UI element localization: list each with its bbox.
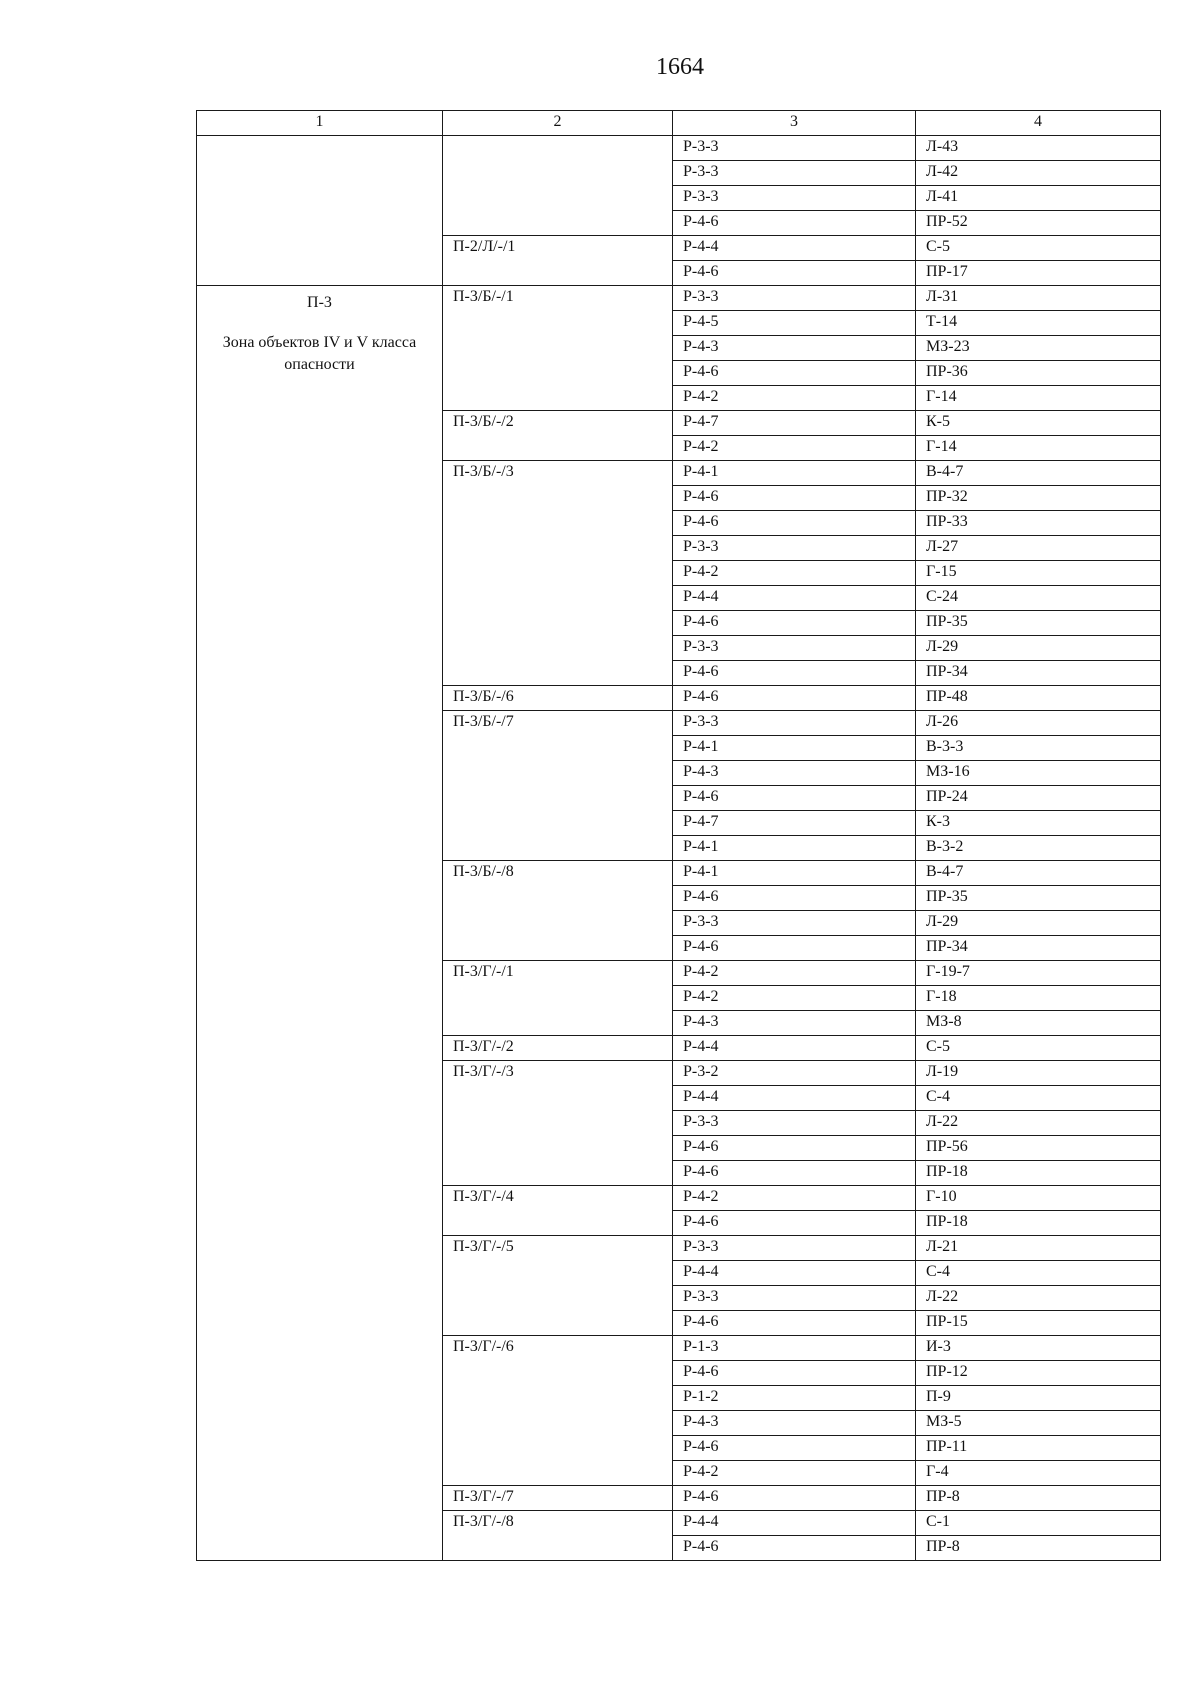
object-code-cell: В-3-2	[916, 836, 1161, 861]
zone-description: Зона объектов IV и V класса опасности	[222, 334, 417, 373]
object-code-cell: К-3	[916, 811, 1161, 836]
regulation-code-cell: Р-4-2	[673, 1186, 916, 1211]
regulation-code-cell: Р-3-3	[673, 286, 916, 311]
object-code-cell: ПР-18	[916, 1211, 1161, 1236]
object-code-cell: Г-15	[916, 561, 1161, 586]
regulation-code-cell: Р-4-2	[673, 386, 916, 411]
object-code-cell: Л-43	[916, 136, 1161, 161]
object-code-cell: С-5	[916, 236, 1161, 261]
object-code-cell: Л-42	[916, 161, 1161, 186]
object-code-cell: ПР-35	[916, 611, 1161, 636]
regulation-code-cell: Р-4-6	[673, 486, 916, 511]
regulation-code-cell: Р-4-6	[673, 1311, 916, 1336]
object-code-cell: ПР-12	[916, 1361, 1161, 1386]
regulation-code-cell: Р-4-6	[673, 361, 916, 386]
regulation-code-cell: Р-4-1	[673, 461, 916, 486]
regulation-code-cell: Р-3-3	[673, 161, 916, 186]
regulation-code-cell: Р-3-3	[673, 186, 916, 211]
regulation-code-cell: Р-4-4	[673, 586, 916, 611]
regulation-code-cell: Р-4-7	[673, 411, 916, 436]
regulation-code-cell: Р-3-3	[673, 911, 916, 936]
zones-table	[196, 110, 1161, 1561]
object-code-cell: Л-22	[916, 1111, 1161, 1136]
table-row	[197, 286, 1161, 311]
object-code-cell: ПР-11	[916, 1436, 1161, 1461]
regulation-code-cell: Р-3-3	[673, 136, 916, 161]
subzone-code-cell: П-3/Б/-/6	[443, 686, 673, 711]
regulation-code-cell: Р-3-3	[673, 711, 916, 736]
subzone-code-cell: П-3/Б/-/7	[443, 711, 673, 861]
page-number: 1664	[656, 54, 704, 80]
object-code-cell: МЗ-5	[916, 1411, 1161, 1436]
regulation-code-cell: Р-4-5	[673, 311, 916, 336]
regulation-code-cell: Р-4-2	[673, 986, 916, 1011]
object-code-cell: ПР-48	[916, 686, 1161, 711]
object-code-cell: Л-31	[916, 286, 1161, 311]
object-code-cell: С-5	[916, 1036, 1161, 1061]
regulation-code-cell: Р-4-7	[673, 811, 916, 836]
regulation-code-cell: Р-4-2	[673, 1461, 916, 1486]
regulation-code-cell: Р-3-3	[673, 636, 916, 661]
object-code-cell: Л-22	[916, 1286, 1161, 1311]
regulation-code-cell: Р-3-3	[673, 1286, 916, 1311]
regulation-code-cell: Р-3-2	[673, 1061, 916, 1086]
regulation-code-cell: Р-1-3	[673, 1336, 916, 1361]
subzone-code-cell: П-3/Г/-/8	[443, 1511, 673, 1561]
regulation-code-cell: Р-4-4	[673, 1086, 916, 1111]
header-col-4: 4	[916, 111, 1161, 136]
subzone-code-cell: П-3/Г/-/7	[443, 1486, 673, 1511]
regulation-code-cell: Р-4-6	[673, 661, 916, 686]
object-code-cell: Л-26	[916, 711, 1161, 736]
subzone-code-cell: П-3/Г/-/1	[443, 961, 673, 1036]
object-code-cell: Л-19	[916, 1061, 1161, 1086]
regulation-code-cell: Р-4-6	[673, 1436, 916, 1461]
subzone-code-cell: П-3/Г/-/6	[443, 1336, 673, 1486]
regulation-code-cell: Р-4-6	[673, 1486, 916, 1511]
table-section-main	[197, 286, 1161, 1561]
regulation-code-cell: Р-4-6	[673, 1161, 916, 1186]
subzone-code-cell: П-3/Б/-/3	[443, 461, 673, 686]
zone-cell	[197, 136, 443, 286]
object-code-cell: С-24	[916, 586, 1161, 611]
regulation-code-cell: Р-3-3	[673, 1111, 916, 1136]
object-code-cell: ПР-8	[916, 1536, 1161, 1561]
object-code-cell: МЗ-23	[916, 336, 1161, 361]
object-code-cell: Г-4	[916, 1461, 1161, 1486]
subzone-code-cell: П-3/Г/-/2	[443, 1036, 673, 1061]
object-code-cell: Г-14	[916, 436, 1161, 461]
regulation-code-cell: Р-4-4	[673, 1036, 916, 1061]
regulation-code-cell: Р-1-2	[673, 1386, 916, 1411]
regulation-code-cell: Р-3-3	[673, 1236, 916, 1261]
subzone-code-cell: П-3/Б/-/8	[443, 861, 673, 961]
object-code-cell: С-4	[916, 1086, 1161, 1111]
table-row	[197, 136, 1161, 161]
object-code-cell: ПР-36	[916, 361, 1161, 386]
regulation-code-cell: Р-4-6	[673, 611, 916, 636]
object-code-cell: ПР-34	[916, 661, 1161, 686]
object-code-cell: И-3	[916, 1336, 1161, 1361]
object-code-cell: МЗ-16	[916, 761, 1161, 786]
object-code-cell: С-1	[916, 1511, 1161, 1536]
table-header	[197, 111, 1161, 136]
regulation-code-cell: Р-4-6	[673, 261, 916, 286]
regulation-code-cell: Р-4-1	[673, 861, 916, 886]
table-section-top	[197, 136, 1161, 286]
regulation-code-cell: Р-4-6	[673, 211, 916, 236]
object-code-cell: Г-10	[916, 1186, 1161, 1211]
object-code-cell: Л-21	[916, 1236, 1161, 1261]
regulation-code-cell: Р-4-2	[673, 561, 916, 586]
subzone-code-cell: П-3/Г/-/5	[443, 1236, 673, 1336]
regulation-code-cell: Р-4-6	[673, 1361, 916, 1386]
object-code-cell: ПР-33	[916, 511, 1161, 536]
regulation-code-cell: Р-4-6	[673, 1536, 916, 1561]
regulation-code-cell: Р-4-6	[673, 886, 916, 911]
subzone-code-cell: П-3/Г/-/4	[443, 1186, 673, 1236]
regulation-code-cell: Р-4-6	[673, 936, 916, 961]
object-code-cell: К-5	[916, 411, 1161, 436]
zone-code: П-3	[307, 294, 332, 311]
object-code-cell: Г-14	[916, 386, 1161, 411]
header-col-1: 1	[197, 111, 443, 136]
subzone-code-cell: П-3/Г/-/3	[443, 1061, 673, 1186]
object-code-cell: ПР-32	[916, 486, 1161, 511]
regulation-code-cell: Р-4-4	[673, 1261, 916, 1286]
object-code-cell: ПР-34	[916, 936, 1161, 961]
header-col-3: 3	[673, 111, 916, 136]
subzone-code-cell: П-3/Б/-/1	[443, 286, 673, 411]
object-code-cell: Л-27	[916, 536, 1161, 561]
regulation-code-cell: Р-4-3	[673, 1411, 916, 1436]
regulation-code-cell: Р-4-6	[673, 686, 916, 711]
object-code-cell: ПР-15	[916, 1311, 1161, 1336]
object-code-cell: Л-41	[916, 186, 1161, 211]
object-code-cell: В-3-3	[916, 736, 1161, 761]
object-code-cell: МЗ-8	[916, 1011, 1161, 1036]
subzone-code-cell: П-2/Л/-/1	[443, 236, 673, 286]
subzone-code-cell: П-3/Б/-/2	[443, 411, 673, 461]
object-code-cell: ПР-35	[916, 886, 1161, 911]
regulation-code-cell: Р-3-3	[673, 536, 916, 561]
regulation-code-cell: Р-4-4	[673, 236, 916, 261]
regulation-code-cell: Р-4-2	[673, 961, 916, 986]
object-code-cell: Л-29	[916, 636, 1161, 661]
regulation-code-cell: Р-4-3	[673, 1011, 916, 1036]
object-code-cell: Г-19-7	[916, 961, 1161, 986]
regulation-code-cell: Р-4-4	[673, 1511, 916, 1536]
regulation-code-cell: Р-4-1	[673, 736, 916, 761]
object-code-cell: ПР-24	[916, 786, 1161, 811]
object-code-cell: ПР-18	[916, 1161, 1161, 1186]
object-code-cell: ПР-17	[916, 261, 1161, 286]
regulation-code-cell: Р-4-6	[673, 511, 916, 536]
object-code-cell: ПР-56	[916, 1136, 1161, 1161]
header-col-2: 2	[443, 111, 673, 136]
object-code-cell: В-4-7	[916, 461, 1161, 486]
object-code-cell: Г-18	[916, 986, 1161, 1011]
regulation-code-cell: Р-4-6	[673, 1211, 916, 1236]
regulation-code-cell: Р-4-2	[673, 436, 916, 461]
object-code-cell: П-9	[916, 1386, 1161, 1411]
regulation-code-cell: Р-4-1	[673, 836, 916, 861]
regulation-code-cell: Р-4-6	[673, 786, 916, 811]
object-code-cell: Т-14	[916, 311, 1161, 336]
object-code-cell: С-4	[916, 1261, 1161, 1286]
zone-cell	[197, 286, 443, 1561]
regulation-code-cell: Р-4-3	[673, 336, 916, 361]
object-code-cell: ПР-8	[916, 1486, 1161, 1511]
regulation-code-cell: Р-4-6	[673, 1136, 916, 1161]
subzone-code-cell	[443, 136, 673, 236]
object-code-cell: Л-29	[916, 911, 1161, 936]
regulation-code-cell: Р-4-3	[673, 761, 916, 786]
object-code-cell: В-4-7	[916, 861, 1161, 886]
object-code-cell: ПР-52	[916, 211, 1161, 236]
